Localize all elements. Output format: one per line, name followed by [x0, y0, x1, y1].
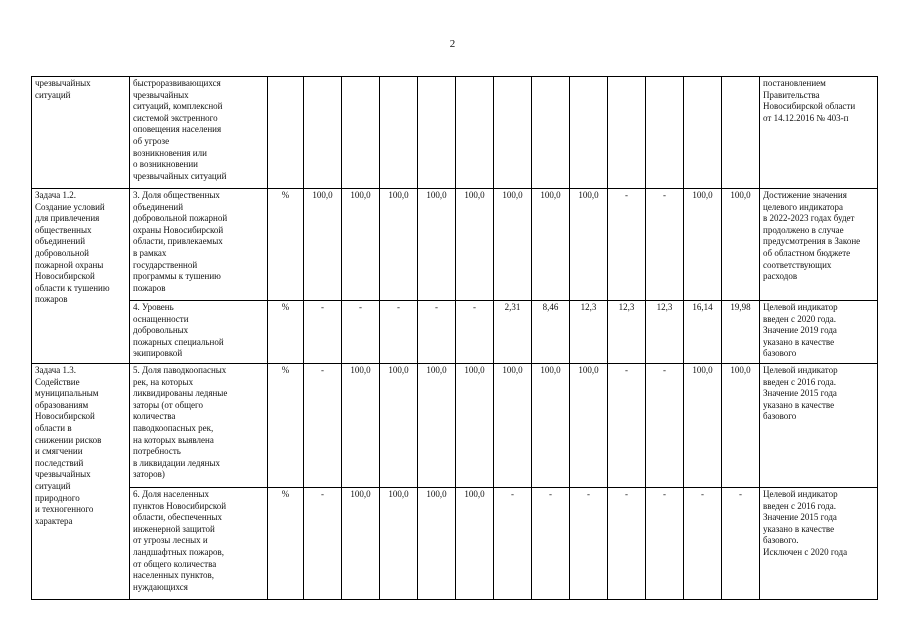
value-cell — [342, 77, 380, 189]
table-row — [32, 364, 878, 488]
value-cell: 16,14 — [684, 301, 722, 364]
value-cell — [494, 77, 532, 189]
note-cell: Целевой индикатор введен с 2016 года. Значение 2015 года указано в качестве базового — [760, 364, 878, 488]
indicators-table — [31, 76, 878, 600]
value-cell — [532, 77, 570, 189]
value-cell: 100,0 — [494, 364, 532, 488]
value-cell: - — [570, 488, 608, 600]
value-cell: 100,0 — [418, 189, 456, 301]
task-cell: чрезвычайных ситуаций — [32, 77, 130, 189]
value-cell: - — [608, 189, 646, 301]
value-cell: 100,0 — [532, 189, 570, 301]
note-cell: Целевой индикатор введен с 2020 года. Значение 2019 года указано в качестве базового — [760, 301, 878, 364]
unit-cell: % — [268, 301, 304, 364]
value-cell — [304, 77, 342, 189]
value-cell: 100,0 — [380, 189, 418, 301]
value-cell: - — [380, 301, 418, 364]
value-cell: - — [722, 488, 760, 600]
indicator-cell: 3. Доля общественных объединений добровольной пожарной охраны Новосибирской области, привлекаемых в рамках государственной программы к тушению пожаров — [130, 189, 268, 301]
value-cell: 8,46 — [532, 301, 570, 364]
value-cell: 100,0 — [380, 364, 418, 488]
task-cell: Задача 1.3. Содействие муниципальным образованиям Новосибирской области в снижении рисков и смягчении последствий чрезвычайных ситуаций природного и техногенного характера — [32, 364, 130, 600]
value-cell: - — [304, 364, 342, 488]
value-cell: - — [494, 488, 532, 600]
value-cell: 100,0 — [456, 488, 494, 600]
value-cell: 100,0 — [684, 364, 722, 488]
value-cell: - — [646, 364, 684, 488]
indicator-cell: 4. Уровень оснащенности добровольных пожарных специальной экипировкой — [130, 301, 268, 364]
value-cell: 100,0 — [304, 189, 342, 301]
unit-cell: % — [268, 488, 304, 600]
value-cell: 100,0 — [342, 189, 380, 301]
value-cell — [608, 77, 646, 189]
table-row — [32, 77, 878, 189]
value-cell: - — [456, 301, 494, 364]
value-cell: - — [532, 488, 570, 600]
value-cell: 100,0 — [722, 189, 760, 301]
page-number: 2 — [449, 38, 456, 50]
value-cell: 12,3 — [570, 301, 608, 364]
indicator-cell: быстроразвивающихся чрезвычайных ситуаций, комплексной системой экстренного оповещения населения об угрозе возникновения или о возникновении чрезвычайных ситуаций — [130, 77, 268, 189]
value-cell: 100,0 — [684, 189, 722, 301]
note-cell: Целевой индикатор введен с 2016 года. Значение 2015 года указано в качестве базового. Исключен с 2020 года — [760, 488, 878, 600]
value-cell — [380, 77, 418, 189]
value-cell: 100,0 — [494, 189, 532, 301]
value-cell: - — [304, 301, 342, 364]
value-cell: 100,0 — [456, 189, 494, 301]
unit-cell: % — [268, 364, 304, 488]
value-cell: 100,0 — [570, 364, 608, 488]
value-cell: 12,3 — [646, 301, 684, 364]
value-cell: - — [684, 488, 722, 600]
value-cell: 100,0 — [418, 364, 456, 488]
value-cell: - — [304, 488, 342, 600]
value-cell: 100,0 — [342, 488, 380, 600]
value-cell: 12,3 — [608, 301, 646, 364]
value-cell — [570, 77, 608, 189]
indicator-cell: 6. Доля населенных пунктов Новосибирской области, обеспеченных инженерной защитой от угрозы лесных и ландшафтных пожаров, от общего количества населенных пунктов, нуждающихся — [130, 488, 268, 600]
table-row — [32, 189, 878, 301]
unit-cell: % — [268, 189, 304, 301]
value-cell — [684, 77, 722, 189]
note-cell: постановлением Правительства Новосибирской области от 14.12.2016 № 403-п — [760, 77, 878, 189]
value-cell — [418, 77, 456, 189]
value-cell: 100,0 — [342, 364, 380, 488]
table-row — [32, 301, 878, 364]
value-cell: - — [608, 488, 646, 600]
value-cell: - — [342, 301, 380, 364]
unit-cell — [268, 77, 304, 189]
table-row — [32, 488, 878, 600]
value-cell: 100,0 — [456, 364, 494, 488]
indicator-cell: 5. Доля паводкоопасных рек, на которых ликвидированы ледяные заторы (от общего количества паводкоопасных рек, на которых выявлена потребность в ликвидации ледяных заторов) — [130, 364, 268, 488]
value-cell: 100,0 — [380, 488, 418, 600]
value-cell — [722, 77, 760, 189]
value-cell — [456, 77, 494, 189]
value-cell: 19,98 — [722, 301, 760, 364]
note-cell: Достижение значения целевого индикатора в 2022-2023 годах будет продолжено в случае предусмотрения в Законе об областном бюджете соответствующих расходов — [760, 189, 878, 301]
value-cell: - — [608, 364, 646, 488]
value-cell: 100,0 — [722, 364, 760, 488]
value-cell: 100,0 — [418, 488, 456, 600]
value-cell: 2,31 — [494, 301, 532, 364]
value-cell: - — [646, 189, 684, 301]
value-cell: 100,0 — [532, 364, 570, 488]
value-cell — [646, 77, 684, 189]
task-cell: Задача 1.2. Создание условий для привлечения общественных объединений добровольной пожарной охраны Новосибирской области к тушению пожаров — [32, 189, 130, 364]
value-cell: - — [646, 488, 684, 600]
value-cell: - — [418, 301, 456, 364]
value-cell: 100,0 — [570, 189, 608, 301]
